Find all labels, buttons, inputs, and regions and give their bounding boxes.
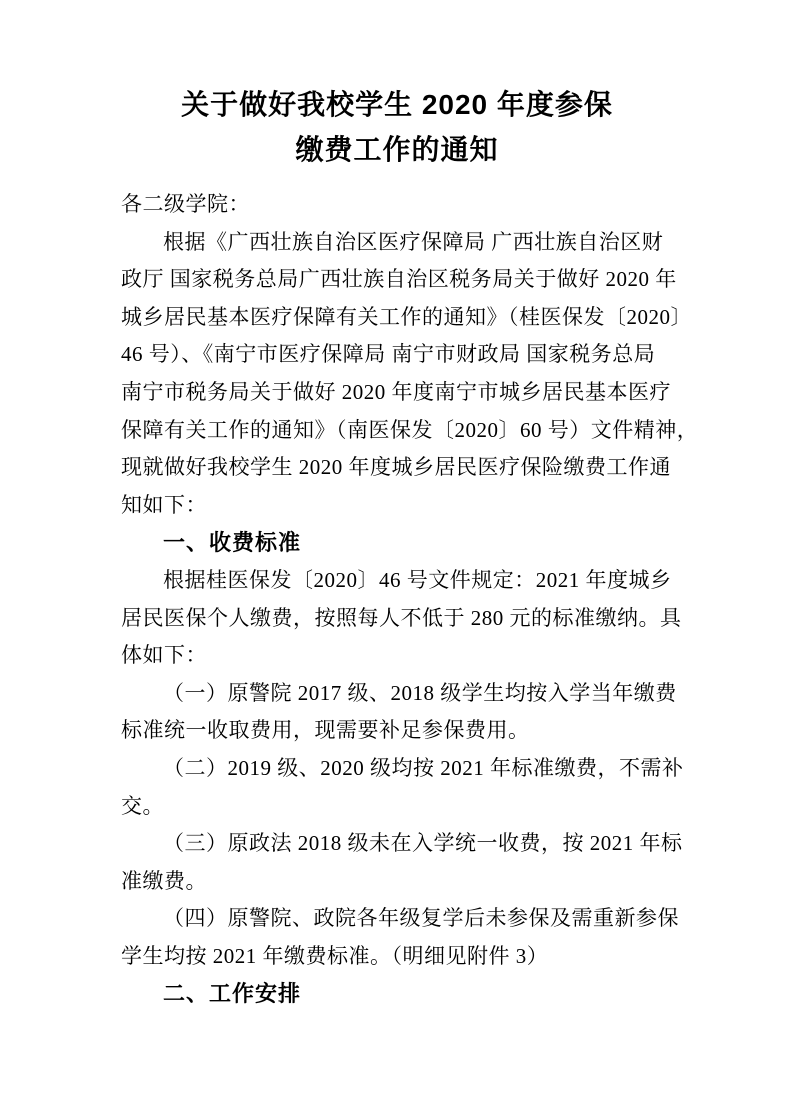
section-2-heading: 二、工作安排 bbox=[163, 981, 302, 1007]
fee-standard-line: 体如下： bbox=[121, 643, 207, 668]
intro-line: 南宁市税务局关于做好 2020 年度南宁市城乡居民基本医疗 bbox=[121, 379, 671, 404]
title-line-2: 缴费工作的通知 bbox=[295, 134, 499, 165]
item-3-line: （三）原政法 2018 级未在入学统一收费，按 2021 年标 bbox=[163, 831, 683, 856]
intro-line: 政厅 国家税务总局广西壮族自治区税务局关于做好 2020 年 bbox=[121, 267, 677, 292]
title-line-1: 关于做好我校学生 2020 年度参保 bbox=[181, 89, 613, 120]
intro-line: 根据《广西壮族自治区医疗保障局 广西壮族自治区财 bbox=[163, 229, 664, 254]
item-3-line: 准缴费。 bbox=[121, 868, 207, 893]
item-1-line: （一）原警院 2017 级、2018 级学生均按入学当年缴费 bbox=[163, 680, 677, 705]
item-4-line: （四）原警院、政院各年级复学后未参保及需重新参保 bbox=[163, 906, 679, 931]
intro-line: 46 号）、《南宁市医疗保障局 南宁市财政局 国家税务总局 bbox=[121, 342, 656, 367]
fee-standard-line: 居民医保个人缴费，按照每人不低于 280 元的标准缴纳。具 bbox=[121, 605, 682, 630]
intro-line: 知如下： bbox=[121, 492, 207, 517]
salutation: 各二级学院： bbox=[121, 192, 250, 216]
intro-line: 城乡居民基本医疗保障有关工作的通知》（桂医保发〔2020〕 bbox=[121, 304, 692, 329]
item-2-line: （二）2019 级、2020 级均按 2021 年标准缴费，不需补 bbox=[163, 755, 684, 780]
document-body bbox=[121, 186, 699, 1013]
intro-line: 现就做好我校学生 2020 年度城乡居民医疗保险缴费工作通 bbox=[121, 455, 671, 480]
section-1-heading: 一、收费标准 bbox=[163, 530, 302, 556]
item-2-line: 交。 bbox=[121, 793, 164, 818]
item-4-line: 学生均按 2021 年缴费标准。（明细见附件 3） bbox=[121, 943, 549, 968]
item-1-line: 标准统一收取费用，现需要补足参保费用。 bbox=[121, 718, 530, 743]
document-title bbox=[0, 0, 794, 172]
fee-standard-line: 根据桂医保发〔2020〕46 号文件规定：2021 年度城乡 bbox=[163, 567, 672, 592]
intro-line: 保障有关工作的通知》（南医保发〔2020〕60 号）文件精神， bbox=[121, 417, 699, 442]
